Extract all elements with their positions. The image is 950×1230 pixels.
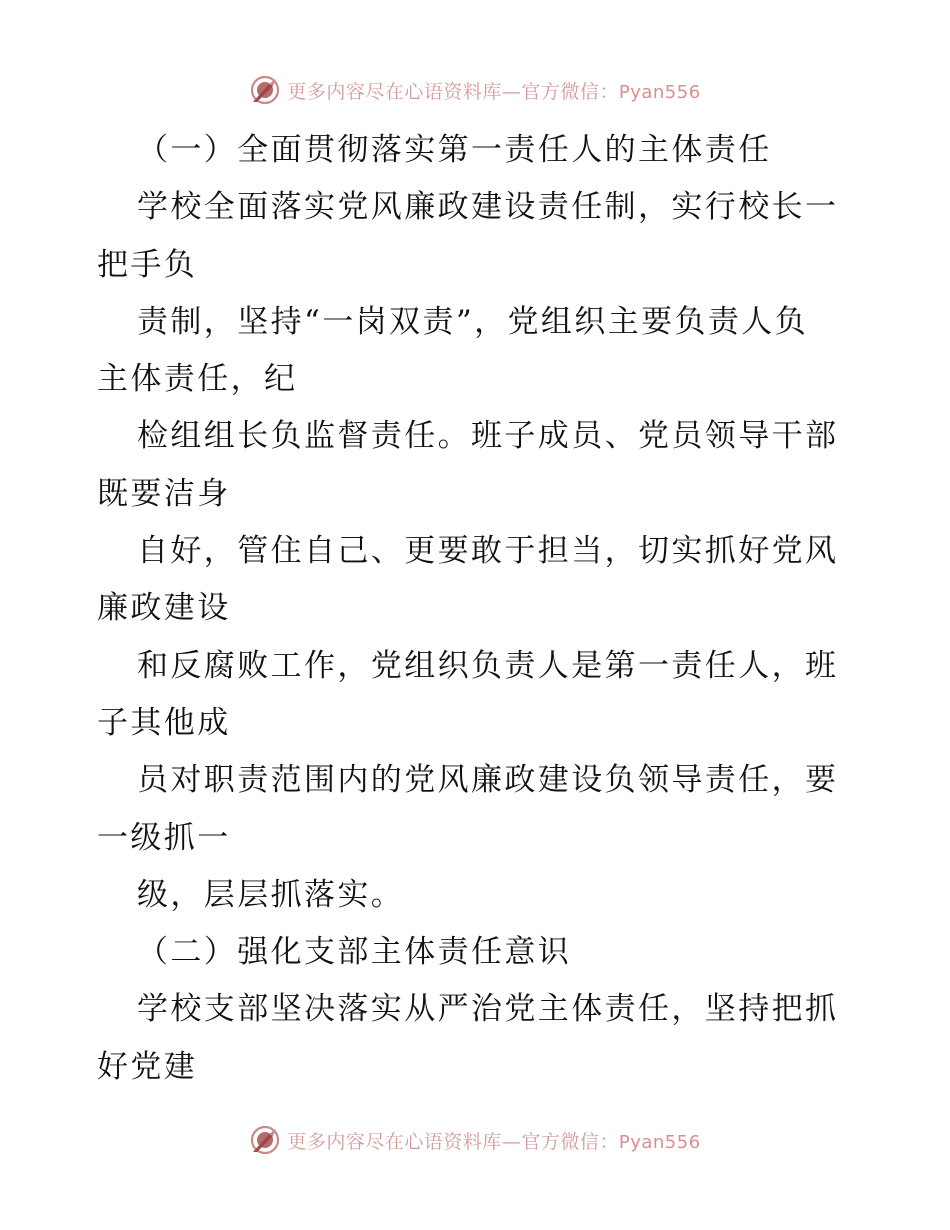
paragraph-line: 把手负 [97, 246, 198, 283]
watermark-text: 更多内容尽在心语资料库—官方微信：Pyan556 [287, 80, 701, 103]
paragraph-line: 检组组长负监督责任。班子成员、党员领导干部 [137, 418, 839, 455]
paragraph-line: 责制，坚持“一岗双责”，党组织主要负责人负 [137, 303, 809, 340]
paragraph-line: 既要洁身 [97, 475, 231, 512]
paragraph-line: 级，层层抓落实。 [137, 876, 405, 913]
paragraph-line: 好党建 [97, 1048, 198, 1085]
watermark-wechat-id: Pyan556 [618, 1131, 701, 1153]
paragraph-line: 自好，管住自己、更要敢于担当，切实抓好党风 [137, 533, 839, 570]
watermark-wechat-id: Pyan556 [618, 81, 701, 103]
paragraph-line: 学校全面落实党风廉政建设责任制，实行校长一 [137, 189, 839, 226]
footer-watermark [0, 1122, 950, 1158]
paragraph-line: 主体责任，纪 [97, 361, 298, 398]
watermark-text: 更多内容尽在心语资料库—官方微信：Pyan556 [287, 1130, 701, 1153]
paragraph-line: 一级抓一 [97, 819, 231, 856]
feather-pen-logo-icon [249, 1124, 281, 1156]
paragraph-line: 学校支部坚决落实从严治党主体责任，坚持把抓 [137, 991, 839, 1028]
paragraph-line: 子其他成 [97, 704, 231, 741]
feather-pen-logo-icon [249, 74, 281, 106]
section-heading: （一）全面贯彻落实第一责任人的主体责任 [137, 132, 772, 168]
document-body [97, 122, 857, 1096]
section-heading: （二）强化支部主体责任意识 [137, 934, 572, 971]
paragraph-line: 和反腐败工作，党组织负责人是第一责任人，班 [137, 647, 839, 684]
header-watermark [0, 72, 950, 108]
paragraph-line: 廉政建设 [97, 590, 231, 627]
paragraph-line: 员对职责范围内的党风廉政建设负领导责任，要 [137, 762, 839, 799]
